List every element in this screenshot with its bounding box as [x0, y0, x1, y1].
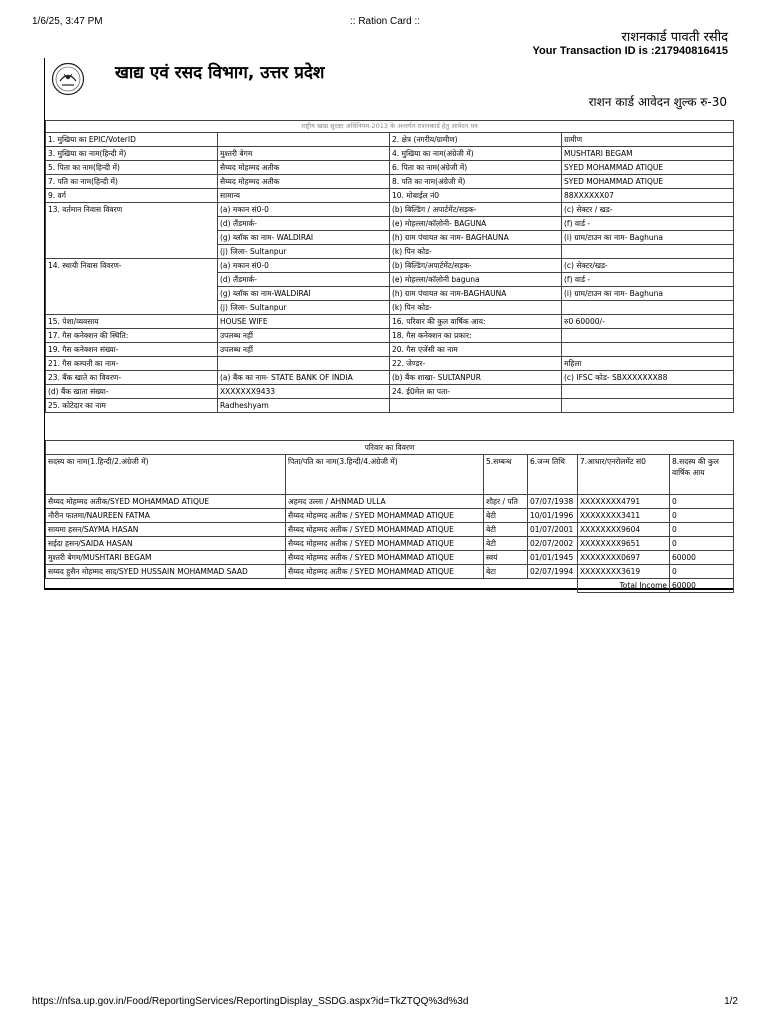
- address-field: (j) जिला- Sultanpur: [218, 301, 390, 315]
- field-value: उपलब्ध नहीं: [218, 329, 390, 343]
- address-field: (b) बिल्डिंग/अपार्टमेंट/सड़क-: [390, 259, 562, 273]
- family-member-row: [46, 551, 734, 565]
- field-value: XXXXXXX9433: [218, 385, 390, 399]
- current-address-label: 13. वर्तमान निवास विवरण: [46, 203, 218, 259]
- member-relation: बेटी: [484, 523, 528, 537]
- state-emblem-icon: [51, 62, 85, 96]
- member-guardian: सैय्यद मोहम्मद अतीक / SYED MOHAMMAD ATIQUE: [286, 537, 484, 551]
- member-guardian: सैय्यद मोहम्मद अतीक / SYED MOHAMMAD ATIQUE: [286, 523, 484, 537]
- member-aadhaar: XXXXXXXX4791: [578, 495, 670, 509]
- field-label: 4. मुखिया का नाम(अंग्रेजी में): [390, 147, 562, 161]
- family-member-row: [46, 495, 734, 509]
- field-label: 16. परिवार की कुल वार्षिक आय:: [390, 315, 562, 329]
- address-field: (b) बिल्डिंग / अपार्टमेंट/सड़क-: [390, 203, 562, 217]
- field-value: [562, 329, 734, 343]
- field-label: 6. पिता का नाम(अंग्रेजी में): [390, 161, 562, 175]
- member-relation: बेटी: [484, 537, 528, 551]
- member-income: 0: [670, 537, 734, 551]
- address-field: (c) सेक्टर/खड-: [562, 259, 734, 273]
- member-relation: बेटी: [484, 509, 528, 523]
- column-header: सदस्य का नाम(1.हिन्दी/2.अंग्रेजी में): [46, 455, 286, 495]
- permanent-address-label: 14. स्थायी निवास विवरण-: [46, 259, 218, 315]
- member-guardian: अहमद उल्ला / AHNMAD ULLA: [286, 495, 484, 509]
- member-dob: 02/07/2002: [528, 537, 578, 551]
- family-details-table: [45, 440, 734, 593]
- member-relation: स्वयं: [484, 551, 528, 565]
- field-label: 23. बैंक खाते का विवरण-: [46, 371, 218, 385]
- field-label: 19. गैस कनेक्शन संख्या-: [46, 343, 218, 357]
- field-label: 18. गैस कनेक्शन का प्रकार:: [390, 329, 562, 343]
- field-label: (d) बैंक खाता संख्या-: [46, 385, 218, 399]
- transaction-id: Your Transaction ID is :217940816415: [532, 45, 728, 57]
- form-row: [46, 133, 734, 147]
- field-label: 8. पति का नाम(अंग्रेजी में): [390, 175, 562, 189]
- address-field: (j) जिला- Sultanpur: [218, 245, 390, 259]
- ration-card-document: [44, 58, 733, 590]
- address-field: (c) सेक्टर / खड-: [562, 203, 734, 217]
- form-row: [46, 399, 734, 413]
- form-row: [46, 329, 734, 343]
- member-dob: 07/07/1938: [528, 495, 578, 509]
- field-value: Radheshyam: [218, 399, 390, 413]
- page-number: 1/2: [724, 996, 738, 1007]
- member-name: सैय्यद मोहम्मद अतीक/SYED MOHAMMAD ATIQUE: [46, 495, 286, 509]
- total-income-row: [46, 579, 734, 593]
- field-label: 3. मुखिया का नाम(हिन्दी में): [46, 147, 218, 161]
- member-income: 0: [670, 523, 734, 537]
- address-field: (h) ग्राम पंचायत का नाम- BAGHAUNA: [390, 231, 562, 245]
- form-subheading: राष्ट्रीय खाद्य सुरक्षा अधिनियम-2013 के अन्तर्गत राशनकार्ड हेतु आवेदन पत्र: [46, 121, 734, 133]
- address-field: (f) वार्ड -: [562, 217, 734, 231]
- member-aadhaar: XXXXXXXX9604: [578, 523, 670, 537]
- form-row: [46, 343, 734, 357]
- form-row: [46, 147, 734, 161]
- field-value: मुश्तरी बेगम: [218, 147, 390, 161]
- column-header: 5.सम्बन्ध: [484, 455, 528, 495]
- member-name: सईदा हसन/SAIDA HASAN: [46, 537, 286, 551]
- field-value: सैय्यद मोहम्मद अतीक: [218, 175, 390, 189]
- field-label: 21. गैस कम्पनी का नाम-: [46, 357, 218, 371]
- total-income-label: Total Income: [578, 579, 670, 593]
- field-value: सामान्य: [218, 189, 390, 203]
- field-value: (a) बैंक का नाम- STATE BANK OF INDIA: [218, 371, 390, 385]
- column-header: 8.सदस्य की कुल वार्षिक आय: [670, 455, 734, 495]
- application-form-table: [45, 120, 734, 413]
- field-value: 88XXXXXX07: [562, 189, 734, 203]
- field-value: [562, 385, 734, 399]
- total-income-value: 60000: [670, 579, 734, 593]
- print-tab-title: :: Ration Card ::: [349, 16, 421, 27]
- family-section-title: परिवार का विवरण: [46, 441, 734, 455]
- field-value: MUSHTARI BEGAM: [562, 147, 734, 161]
- member-relation: शौहर / पति: [484, 495, 528, 509]
- family-member-row: [46, 537, 734, 551]
- department-title: खाद्य एवं रसद विभाग, उत्तर प्रदेश: [115, 63, 325, 83]
- address-field: (e) मोहल्ला/कॉलोनी baguna: [390, 273, 562, 287]
- receipt-title: राशनकार्ड पावती रसीद: [621, 30, 728, 45]
- address-field: (g) ब्लॉक का नाम-WALDIRAI: [218, 287, 390, 301]
- field-label: 1. मुखिया का EPIC/VoterID: [46, 133, 218, 147]
- form-row: [46, 385, 734, 399]
- field-label: 24. ई0मेल का पता-: [390, 385, 562, 399]
- form-row: [46, 315, 734, 329]
- member-guardian: सैय्यद मोहम्मद अतीक / SYED MOHAMMAD ATIQUE: [286, 509, 484, 523]
- member-dob: 01/01/1945: [528, 551, 578, 565]
- field-label: 10. मोबाईल नं0: [390, 189, 562, 203]
- address-field: (d) लैंडमार्क-: [218, 273, 390, 287]
- field-value: SYED MOHAMMAD ATIQUE: [562, 161, 734, 175]
- member-income: 60000: [670, 551, 734, 565]
- current-address-row: [46, 203, 734, 217]
- address-field: [562, 245, 734, 259]
- member-relation: बेटा: [484, 565, 528, 579]
- member-name: सय्यद हुसैन मोहम्मद साद/SYED HUSSAIN MOHAMMAD SAAD: [46, 565, 286, 579]
- print-datetime: 1/6/25, 3:47 PM: [32, 16, 103, 27]
- address-field: (d) लैंडमार्क-: [218, 217, 390, 231]
- print-header: [32, 16, 738, 30]
- member-dob: 02/07/1994: [528, 565, 578, 579]
- field-label: 7. पति का नाम(हिन्दी में): [46, 175, 218, 189]
- field-value: [562, 343, 734, 357]
- member-income: 0: [670, 495, 734, 509]
- member-aadhaar: XXXXXXXX3411: [578, 509, 670, 523]
- family-table-header: [46, 455, 734, 495]
- field-label: 25. कोटेदार का नाम: [46, 399, 218, 413]
- field-value: (c) IFSC कोड- SBXXXXXXX88: [562, 371, 734, 385]
- field-value: [218, 133, 390, 147]
- address-field: (k) पिन कोड-: [390, 301, 562, 315]
- member-guardian: सैय्यद मोहम्मद अतीक / SYED MOHAMMAD ATIQUE: [286, 565, 484, 579]
- address-field: (f) वार्ड -: [562, 273, 734, 287]
- field-label: 17. गैस कनेक्शन की स्थिति:: [46, 329, 218, 343]
- field-value: सैय्यद मोहम्मद अतीक: [218, 161, 390, 175]
- form-row: [46, 357, 734, 371]
- column-header: पिता/पति का नाम(3.हिन्दी/4.अंग्रेजी में): [286, 455, 484, 495]
- field-label: 2. क्षेत्र (नगरीय/ग्रामीण): [390, 133, 562, 147]
- address-field: (g) ब्लॉक का नाम- WALDIRAI: [218, 231, 390, 245]
- member-dob: 01/07/2001: [528, 523, 578, 537]
- address-field: [562, 301, 734, 315]
- member-aadhaar: XXXXXXXX0697: [578, 551, 670, 565]
- field-label: 9. वर्ग: [46, 189, 218, 203]
- address-field: (i) ग्राम/टाउन का नाम- Baghuna: [562, 231, 734, 245]
- page-url: https://nfsa.up.gov.in/Food/ReportingServices/ReportingDisplay_SSDG.aspx?id=TkZTQQ%3d%3d: [32, 996, 469, 1007]
- member-name: सायमा हसन/SAYMA HASAN: [46, 523, 286, 537]
- application-fee: राशन कार्ड आवेदन शुल्क रु-30: [588, 95, 727, 109]
- form-row: [46, 161, 734, 175]
- field-label: 15. पेशा/व्यवसाय: [46, 315, 218, 329]
- address-field: (e) मोहल्ला/कॉलोनी- BAGUNA: [390, 217, 562, 231]
- address-field: (i) ग्राम/टाउन का नाम- Baghuna: [562, 287, 734, 301]
- member-name: नौरीन फातमा/NAUREEN FATMA: [46, 509, 286, 523]
- address-field: (a) मकान सं0-0: [218, 259, 390, 273]
- field-value: SYED MOHAMMAD ATIQUE: [562, 175, 734, 189]
- member-income: 0: [670, 565, 734, 579]
- field-value: रु0 60000/-: [562, 315, 734, 329]
- field-label: [390, 399, 562, 413]
- permanent-address-row: [46, 259, 734, 273]
- form-row: [46, 175, 734, 189]
- member-aadhaar: XXXXXXXX9651: [578, 537, 670, 551]
- address-field: (k) पिन कोड-: [390, 245, 562, 259]
- field-value: [562, 399, 734, 413]
- family-member-row: [46, 565, 734, 579]
- family-member-row: [46, 509, 734, 523]
- family-member-row: [46, 523, 734, 537]
- member-guardian: सैय्यद मोहम्मद अतीक / SYED MOHAMMAD ATIQUE: [286, 551, 484, 565]
- address-field: (h) ग्राम पंचायत का नाम-BAGHAUNA: [390, 287, 562, 301]
- member-aadhaar: XXXXXXXX3619: [578, 565, 670, 579]
- field-value: उपलब्ध नहीं: [218, 343, 390, 357]
- form-row: [46, 371, 734, 385]
- column-header: 6.जन्म तिथि: [528, 455, 578, 495]
- field-label: 5. पिता का नाम(हिन्दी में): [46, 161, 218, 175]
- field-value: महिला: [562, 357, 734, 371]
- field-value: ग्रामीण: [562, 133, 734, 147]
- address-field: (a) मकान सं0-0: [218, 203, 390, 217]
- field-value: (b) बैंक शाखा- SULTANPUR: [390, 371, 562, 385]
- field-value: [218, 357, 390, 371]
- member-name: मुश्तरी बेगम/MUSHTARI BEGAM: [46, 551, 286, 565]
- form-row: [46, 189, 734, 203]
- field-value: HOUSE WIFE: [218, 315, 390, 329]
- column-header: 7.आधार/एनरोलमेंट सं0: [578, 455, 670, 495]
- print-footer: [32, 996, 738, 1010]
- field-label: 22. जेण्डर-: [390, 357, 562, 371]
- member-dob: 10/01/1996: [528, 509, 578, 523]
- member-income: 0: [670, 509, 734, 523]
- field-label: 20. गैस एजेंसी का नाम: [390, 343, 562, 357]
